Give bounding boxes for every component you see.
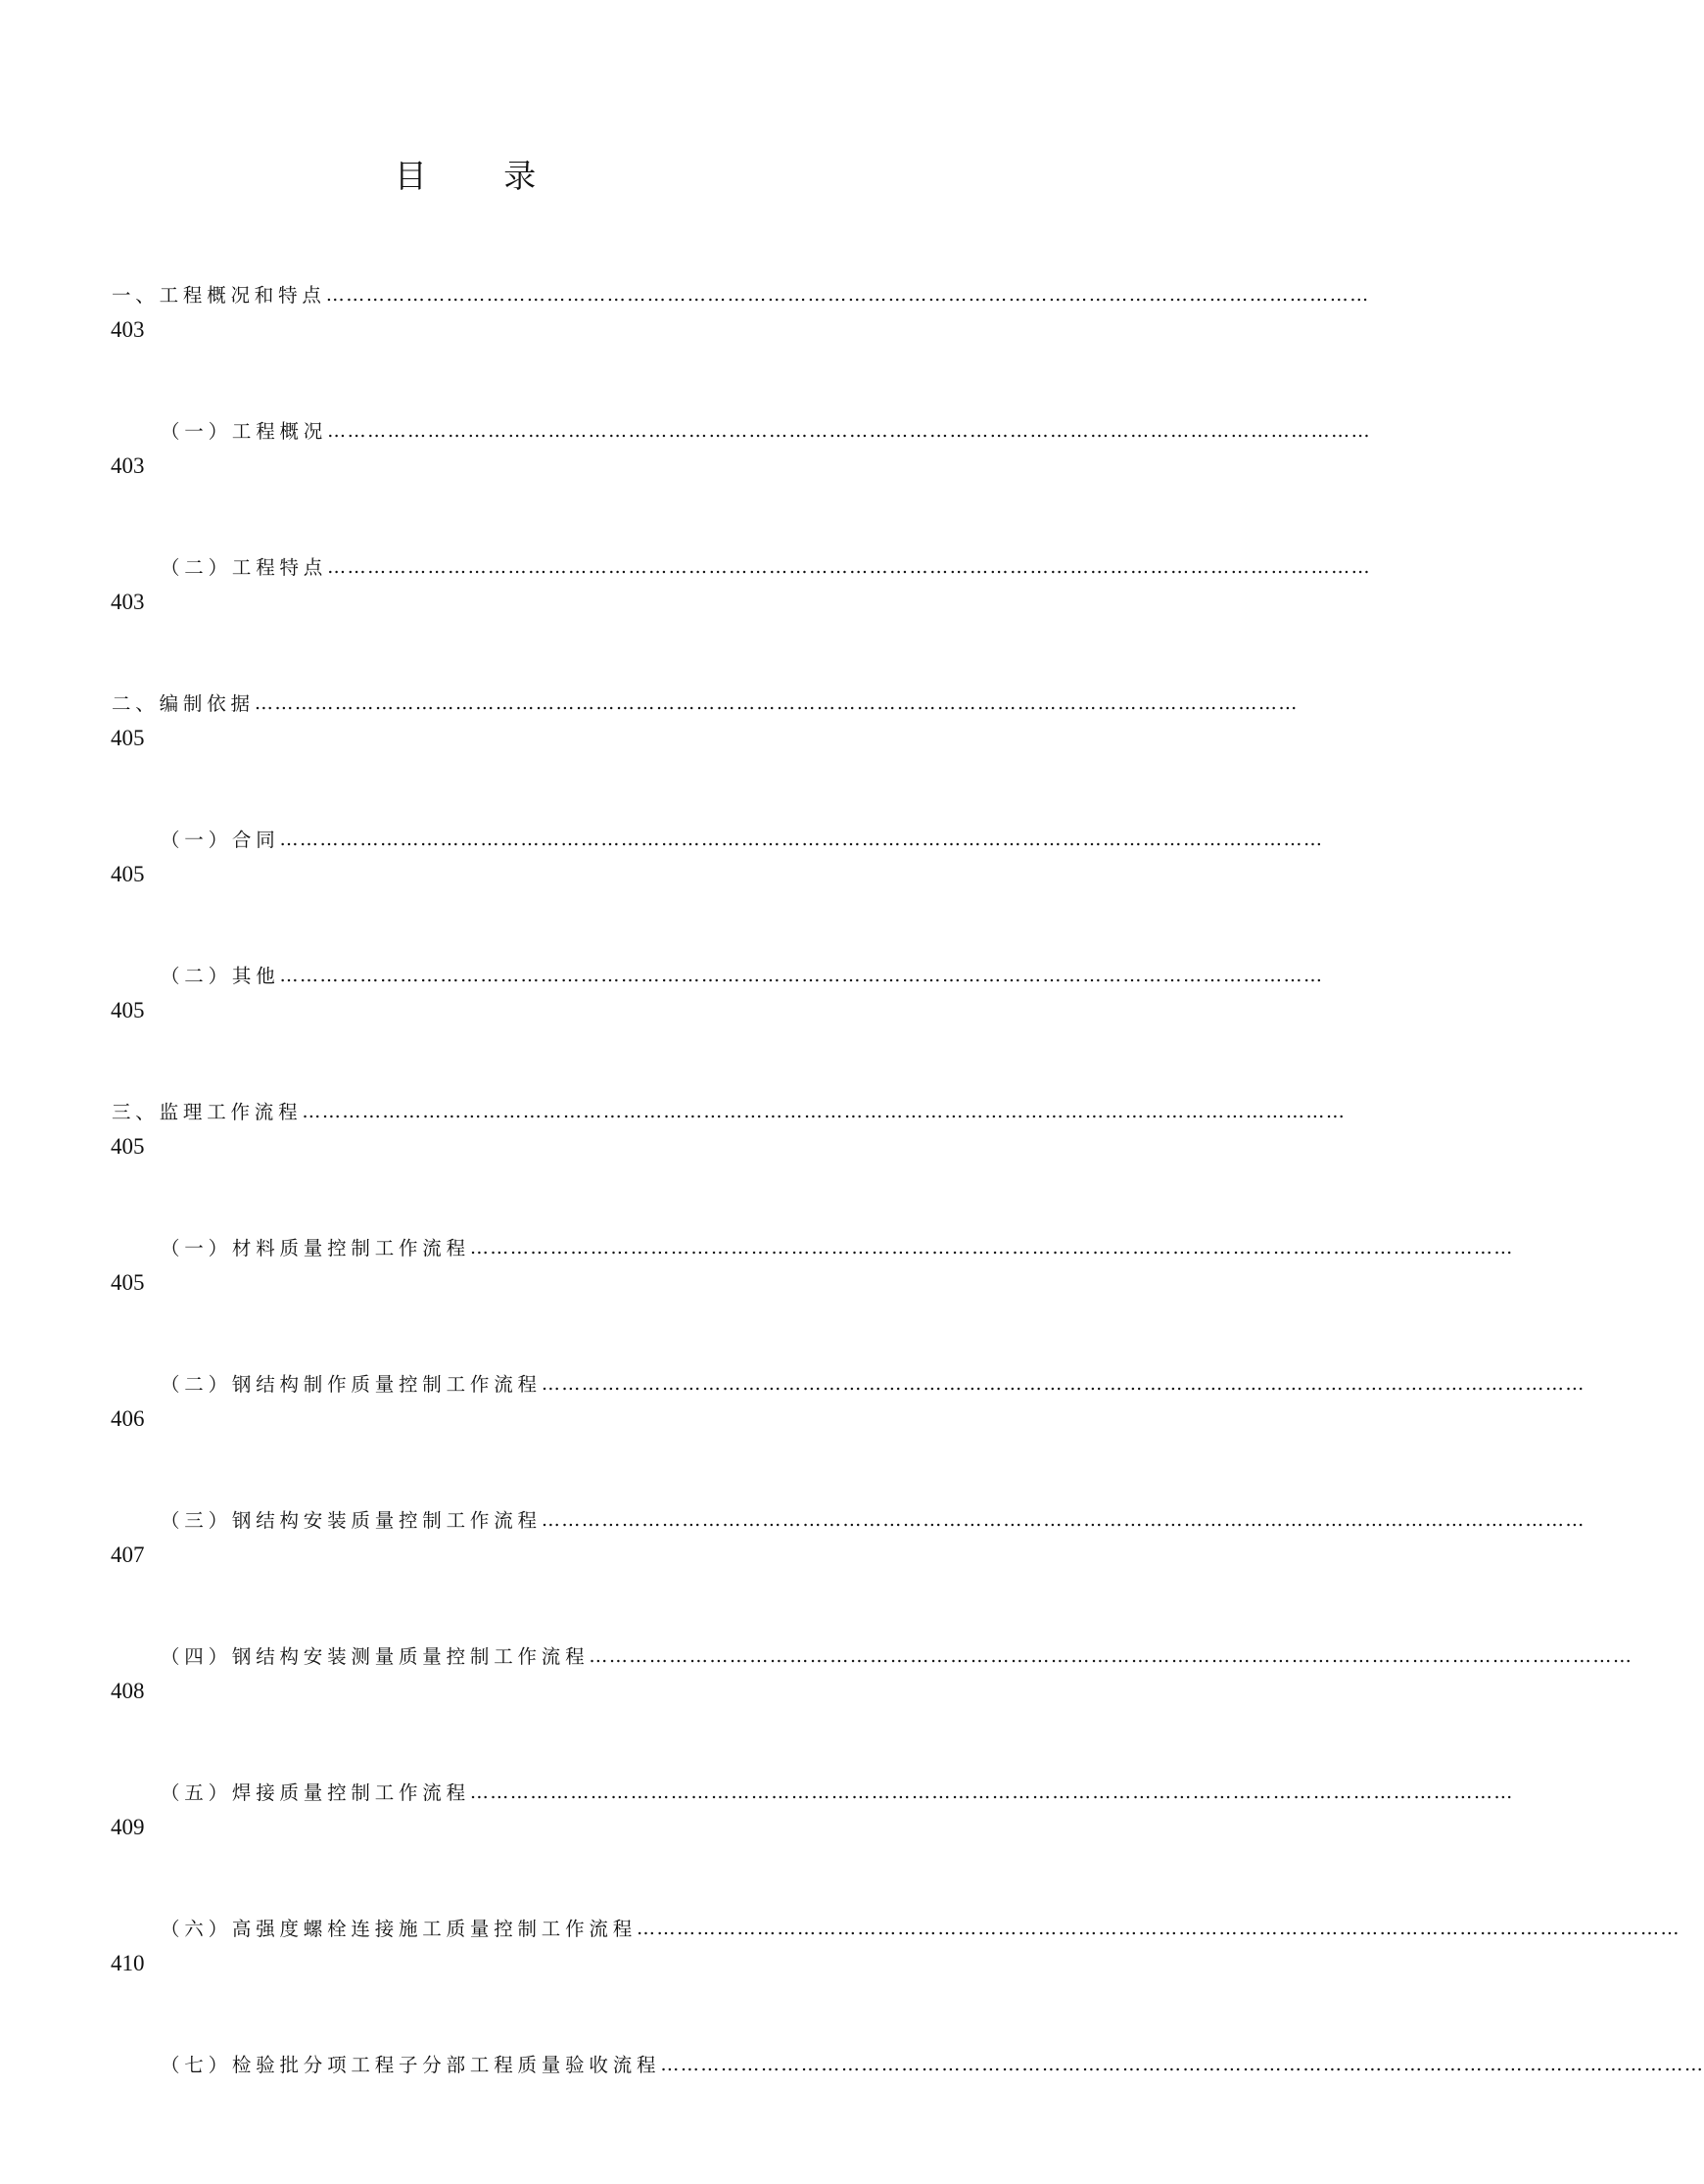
toc-entry-title: （一）工程概况 [161,420,328,443]
toc-page-number: 403 [111,317,145,342]
toc-page-number: 405 [111,998,145,1022]
toc-entry-title: （二）工程特点 [161,556,328,579]
toc-entry [0,687,1299,823]
toc-entry [0,1912,1681,2048]
toc-dot-leader: ………………………………………………………………………………………………………………………………………… [279,829,1324,850]
toc-entry-title: 二、编制依据 [112,692,255,715]
toc-line [161,1503,1586,1538]
toc-entry [0,823,1324,959]
toc-line [161,1231,1514,1265]
toc-entry [0,1776,1514,1912]
toc-entry [0,414,1372,550]
toc-page-number: 410 [111,1951,145,1975]
toc-dot-leader: ………………………………………………………………………………………………………………………………………… [302,1101,1347,1122]
toc-page-number: 405 [111,1270,145,1295]
toc-page-number: 408 [111,1679,145,1703]
toc-dot-leader: ………………………………………………………………………………………………………………………………………… [279,965,1324,986]
toc-line [161,414,1372,449]
toc-dot-leader: ………………………………………………………………………………………………………………………………………… [327,420,1372,442]
toc-entry-title: （一）合同 [161,829,280,851]
toc-page-number: 403 [111,590,145,614]
toc-line [112,687,1299,721]
toc-page-number: 405 [111,1134,145,1159]
toc-dot-leader: ………………………………………………………………………………………………………………………………………… [541,1373,1586,1395]
toc-dot-leader: ………………………………………………………………………………………………………………………………………… [254,692,1299,714]
toc-page-number: 403 [111,453,145,478]
toc-entry [0,1367,1586,1503]
toc-entry-title: （一）材料质量控制工作流程 [161,1237,470,1259]
toc-dot-leader: ………………………………………………………………………………………………………………………………………… [541,1509,1586,1531]
toc-page-number: 409 [111,1815,145,1839]
toc-entry-title: （七）检验批分项工程子分部工程质量验收流程 [161,2054,661,2076]
toc-entry [0,2048,1704,2184]
toc-line [161,1912,1681,1946]
toc-page-number: 405 [111,862,145,886]
toc-entry-title: （二）钢结构制作质量控制工作流程 [161,1373,542,1396]
toc-line [161,1776,1514,1810]
toc-line [161,959,1324,993]
toc-entry-title: （三）钢结构安装质量控制工作流程 [161,1509,542,1532]
toc-entry-title: （二）其他 [161,965,280,987]
toc-entry [0,1639,1633,1776]
toc-entry-title: （四）钢结构安装测量质量控制工作流程 [161,1645,590,1668]
toc-dot-leader: ………………………………………………………………………………………………………………………………………… [325,284,1370,306]
toc-dot-leader: ………………………………………………………………………………………………………………………………………… [469,1781,1514,1803]
toc-entry [0,1231,1514,1367]
toc-line [161,1367,1586,1401]
toc-entry [0,1095,1347,1231]
toc-entry-title: 三、监理工作流程 [112,1101,303,1123]
toc-entry-title: （五）焊接质量控制工作流程 [161,1781,470,1804]
toc-entry [0,278,1370,414]
toc-line [112,1095,1347,1129]
toc-entry-title: （六）高强度螺栓连接施工质量控制工作流程 [161,1918,638,1940]
toc-line [112,278,1370,312]
toc-entry [0,959,1324,1095]
toc-line [161,550,1372,585]
page-title: 目 录 [394,157,570,195]
toc-line [161,823,1324,857]
toc-entry [0,550,1372,687]
toc-dot-leader: ………………………………………………………………………………………………………………………………………… [469,1237,1514,1258]
toc-page-number: 407 [111,1543,145,1567]
toc-entry-title: 一、工程概况和特点 [112,284,326,307]
toc-page-number: 406 [111,1406,145,1431]
toc-dot-leader: ………………………………………………………………………………………………………………………………………… [637,1918,1681,1939]
toc-page-number: 405 [111,726,145,750]
toc-line [161,2048,1704,2082]
toc-dot-leader: ………………………………………………………………………………………………………………………………………… [589,1645,1633,1667]
table-of-contents [0,278,1704,2184]
toc-dot-leader: ………………………………………………………………………………………………………………………………………… [660,2054,1704,2075]
toc-entry [0,1503,1586,1639]
toc-line [161,1639,1633,1674]
toc-dot-leader: ………………………………………………………………………………………………………………………………………… [327,556,1372,578]
